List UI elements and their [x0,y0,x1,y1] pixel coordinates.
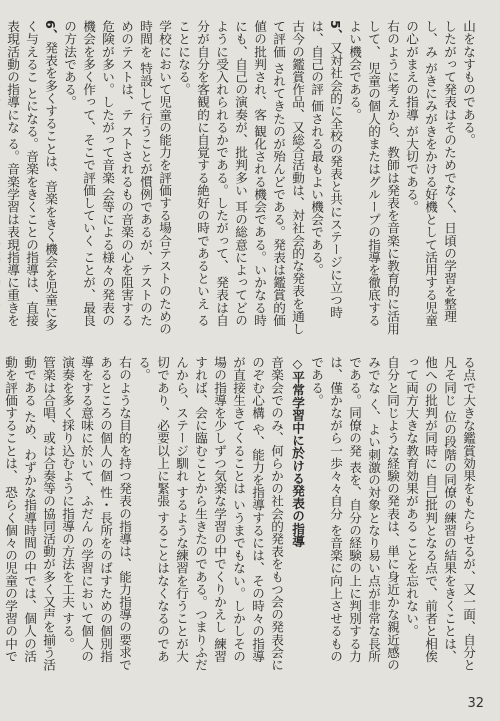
page-number: 32 [467,696,484,711]
numbered-item-6 [0,20,60,338]
section-heading: ◇平常学習中に於ける発表の指導 [290,356,305,548]
paragraph: 学校において児童の能力を評価する場合テストのための時間を 特設して行うことが慣例であるが、テストのためのテストは、テ ストされるもの音楽の心を阻害する危険が多い。したがって音楽 会等による様々の発表の機会を多く作って、そこで評価していく ことが、最良の方法である。 [62,20,172,335]
item-number: 5、 [328,20,343,42]
paragraph: 自分と同じような経験の発表は、単に身近かな親近感のみでな く、よい刺激の対象となり易い点が非常な長所である。同僚の発 表を、自分の経験の上に判別する力は、僅かながら一歩々々自分 を音楽に向上させるものである。 [309,356,400,671]
paragraph: 管楽は合唱、或は合奏等の協同活動が多く又声を揃う活動である ため、わずかな指導時間の中では、個人の活動を評価することは、 恐らく個々の児童の学習の中で [3,356,56,671]
paragraph: 古今の鑑賞作品、又総合活動は、対社会的な発表を通して評価 されてきたのが殆んどである。発表は鑑賞的価値の批判され、客 観化される機会である。いかなる時にも、自己の演奏が、批判多い 耳の総意によってどのように受入れられるかである。したがって、 発表は自分が自分を客観的に自覚する絶好の時であるといえ ることになる。 [176,20,305,335]
paragraph: したがって発表はそのためでなく、日頃の学習を整理し、み がきにみがきをかける好機として活用する児童の心がまえの指導 が大切である。 [404,20,457,327]
paragraph: 右のような目的を持つ発表の指導は、能力指導の要求であるところの個人の個 性・長所をのばすための個別指導をする意味に於いて、ふだん の学習において個人の演奏を多く採り込むように指導の方法を工夫 する。 [60,356,132,671]
top-text-block [5,20,478,338]
bottom-text-block [3,356,478,674]
paragraph: 音楽会でのみ、何らかの社会的発表をもつ会の発表会にのぞむ心構 や、能力を指導するには、その時々の指導が直接生きてくることは いうまでもない。しかしその場の指導を少しずつ気楽な学習の中でくりかえし 練習すれば、会に臨むことから生きたのである。つまりふだんから、ステージ馴れ するような練習を行うことが大切であり、必要以上に緊張 することはなくなるのである。 [136,356,284,671]
item-text: 又対社会的に全校の発表と共にステージに立つ時は、自己の評 価される最もよい機会である。 [309,20,343,319]
paragraph: 山をなすものである。 [461,20,476,146]
paragraph: 右のように考えから、教師は発表を音楽に教育的に活用して、 児童の個人的またはグループの指導を徹底するよい機会である。 [347,20,400,335]
paragraph: る点で大きな鑑賞効果をもたらせるが、又一面、自分と凡そ同じ 位の段階の同僚の練習の結果をきくことは、他への批判が同時に 自己批判となる点で、前者と相俟って両方大きな教育効果がある ことを忘れない。 [404,356,476,671]
numbered-item-5 [307,20,345,338]
item-number: 6、 [43,20,58,42]
item-text: 発表を多くすることは、音楽をきく機会を児童に多く与えるこ とになる。音楽をきくことの指導は、直接表現活動の指導にな る。音楽学習は表現指導に重きを [5,20,58,332]
